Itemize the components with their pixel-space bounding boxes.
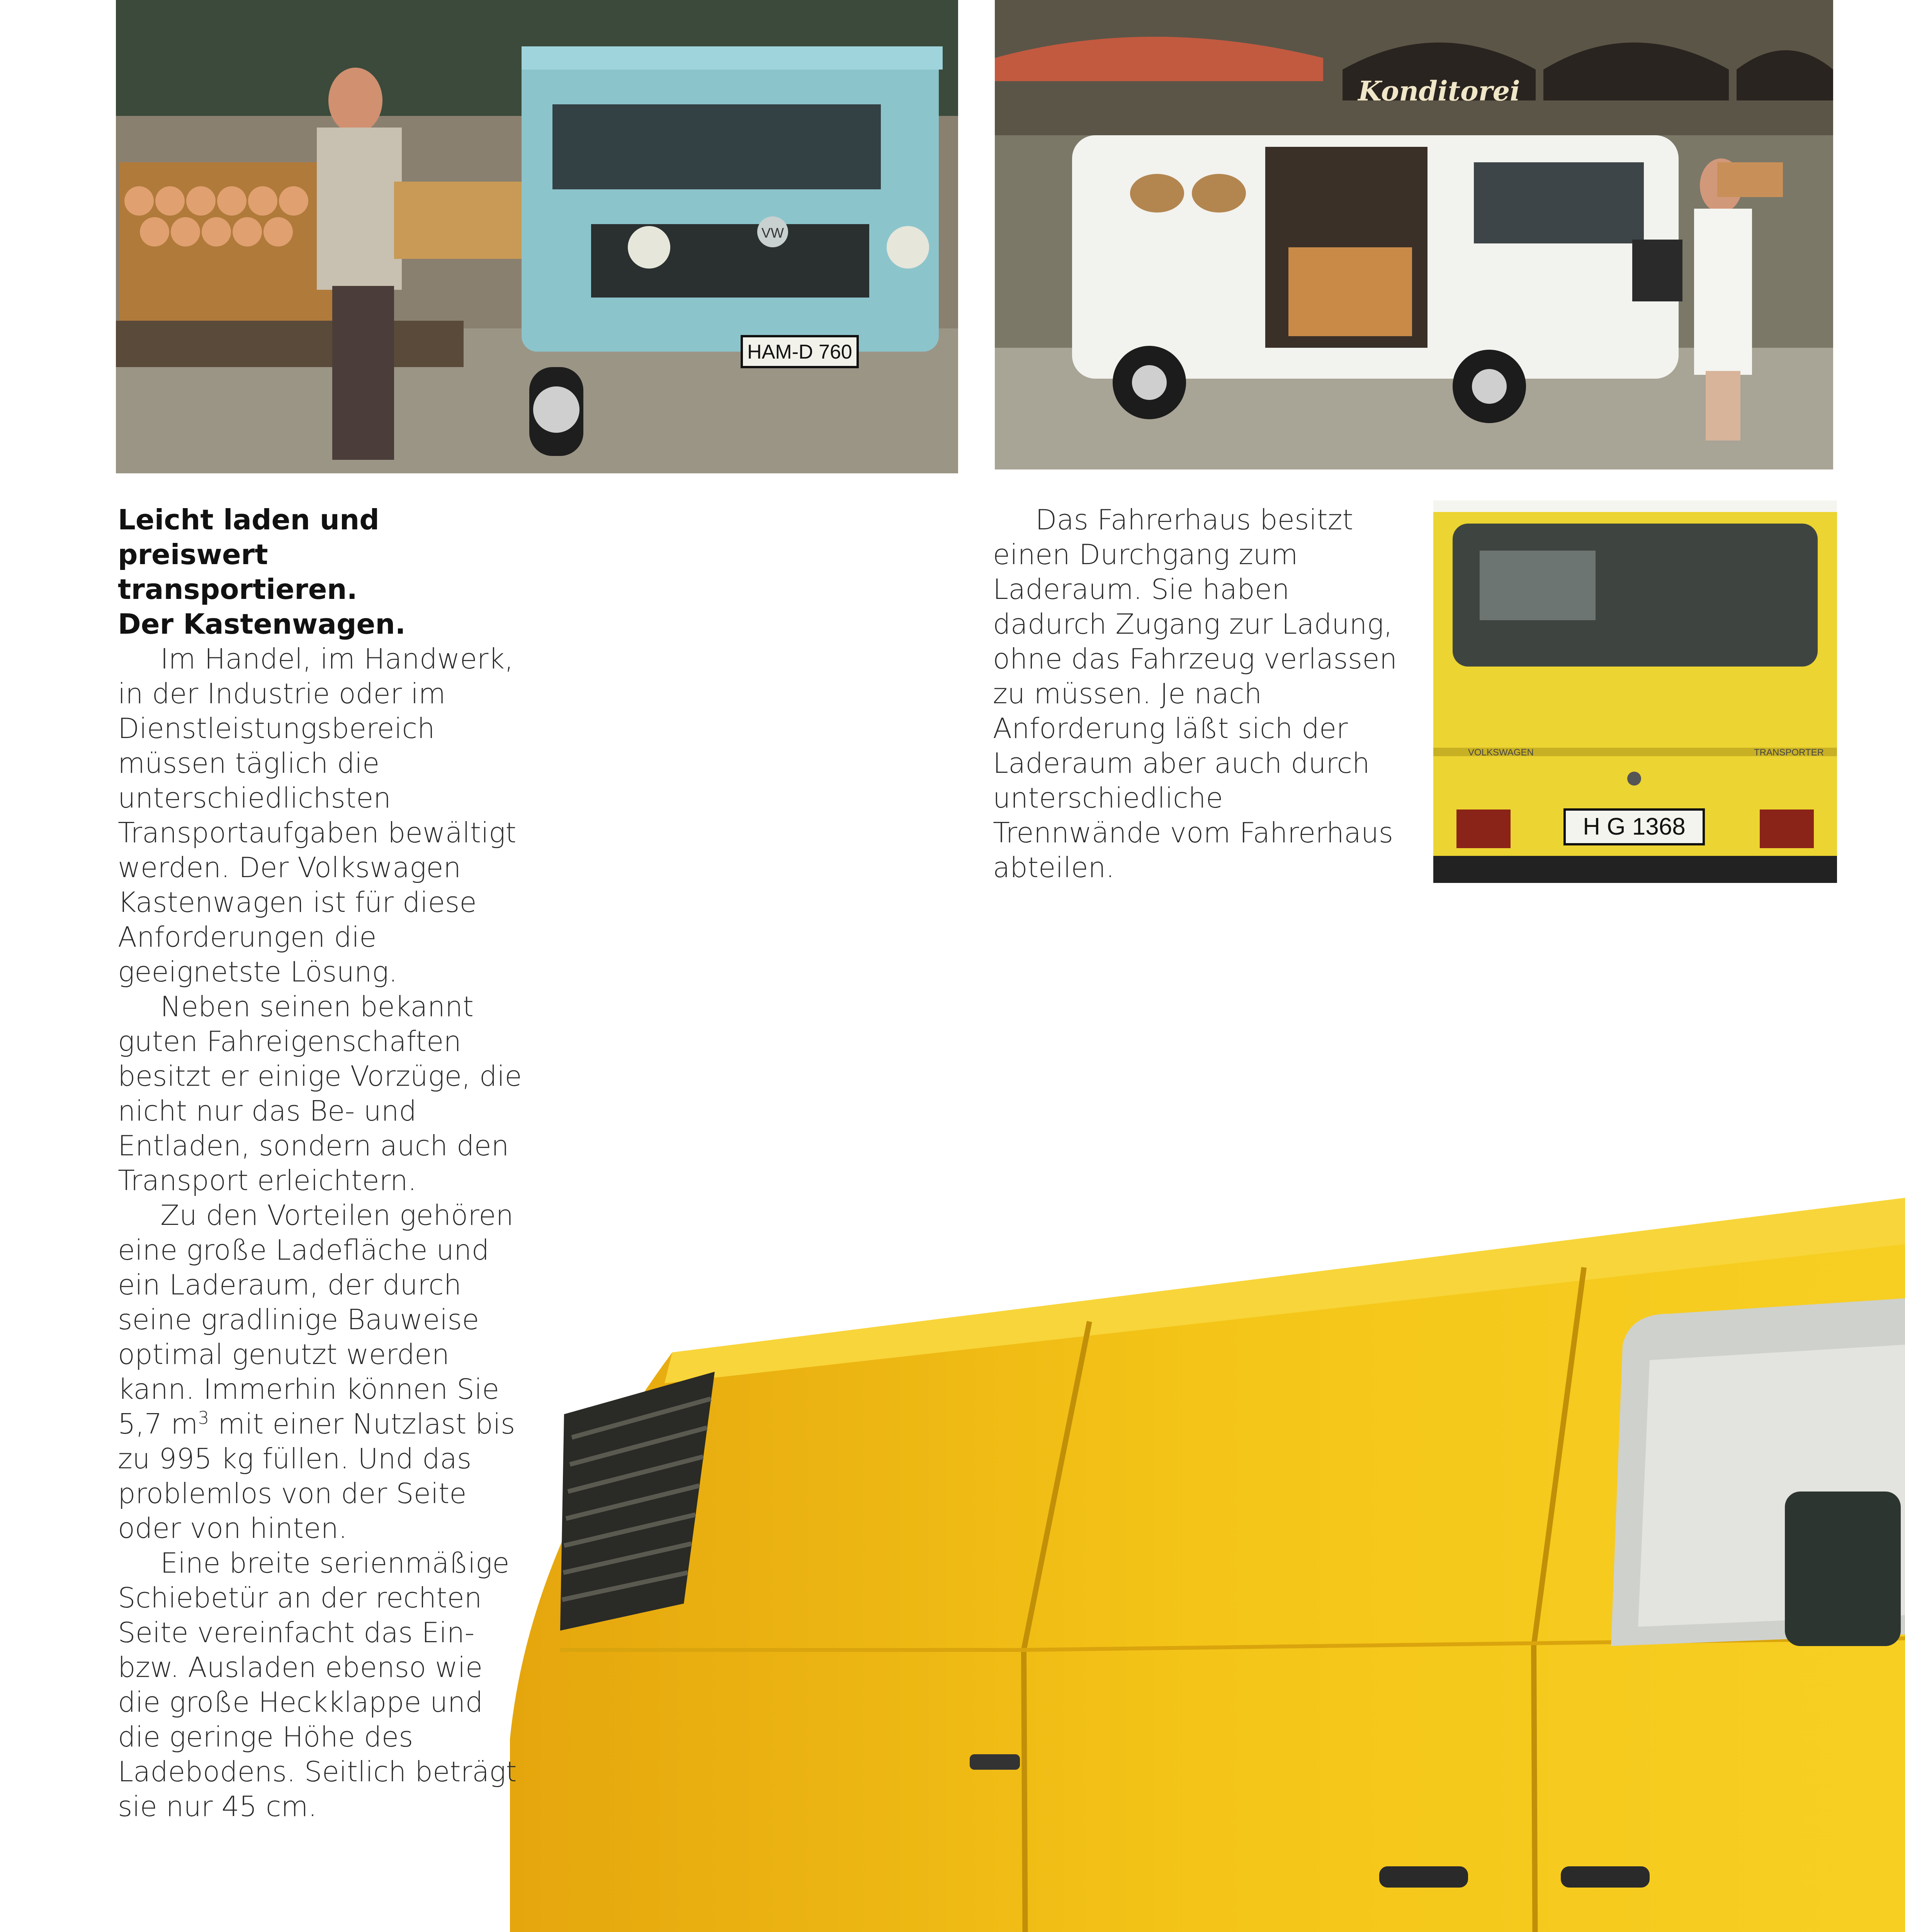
side-text-column [993,502,1399,885]
rear-license-plate: H G 1368 [1583,813,1686,840]
paragraph-3-part-a: Zu den Vorteilen gehören eine große Ladefläche und ein Laderaum, der durch seine gradlinige Bauweise optimal genutzt werden kann. Immerhin können Sie 5,7 m [118,1199,514,1440]
paragraph-3-part-b: mit einer Nutzlast bis zu 995 kg füllen. Und das problemlos von der Seite oder von hinten. [118,1408,515,1544]
cubic-superscript: 3 [198,1408,209,1428]
bakery-van-photo [995,0,1833,469]
heading-line-1: Leicht laden und preiswert [118,503,379,571]
side-paragraph: Das Fahrerhaus besitzt einen Durchgang zum Laderaum. Sie haben dadurch Zugang zur Ladung, ohne das Fahrzeug verlassen zu müssen. Je nach Anforderung läßt sich der Laderaum aber auch durch unterschiedliche Trennwände vom Fahrerhaus abteilen. [993,503,1397,884]
yellow-van-photo [433,1198,1905,1932]
paragraph-4: Eine breite serienmäßige Schiebetür an der rechten Seite vereinfacht das Ein- bzw. Ausladen ebenso wie die große Heckklappe und die geringe Höhe des Ladebodens. Seitlich beträgt sie nur 45 cm. [118,1547,517,1823]
vw-badge-text: VW [761,225,784,241]
vw-logo-icon [1627,772,1641,786]
main-text-column [118,502,527,1824]
heading-line-3: Der Kastenwagen. [118,608,406,640]
door-handle [970,1754,1020,1770]
license-plate: HAM-D 760 [747,341,852,363]
side-mirror [1785,1492,1901,1646]
door-handle [1561,1866,1650,1888]
market-van-photo [116,0,958,473]
paragraph-1: Im Handel, im Handwerk, in der Industrie oder im Dienstleistungsbereich müssen täglich die unterschiedlichsten Transportaufgaben bewältigt werden. Der Volkswagen Kastenwagen ist für diese Anforderungen die geeignetste Lösung. [118,643,517,988]
heading-line-2: transportieren. [118,573,358,605]
rear-badge-right: TRANSPORTER [1754,747,1824,758]
rear-view-photo [1433,500,1837,883]
door-handle [1379,1866,1468,1888]
paragraph-3 [118,1198,527,1546]
rear-badge-left: VOLKSWAGEN [1468,747,1534,758]
paragraph-2: Neben seinen bekannt guten Fahreigenschaften besitzt er einige Vorzüge, die nicht nur das Be- und Entladen, sondern auch den Transport erleichtern. [118,990,522,1197]
konditorei-sign: Konditorei [1358,75,1520,107]
